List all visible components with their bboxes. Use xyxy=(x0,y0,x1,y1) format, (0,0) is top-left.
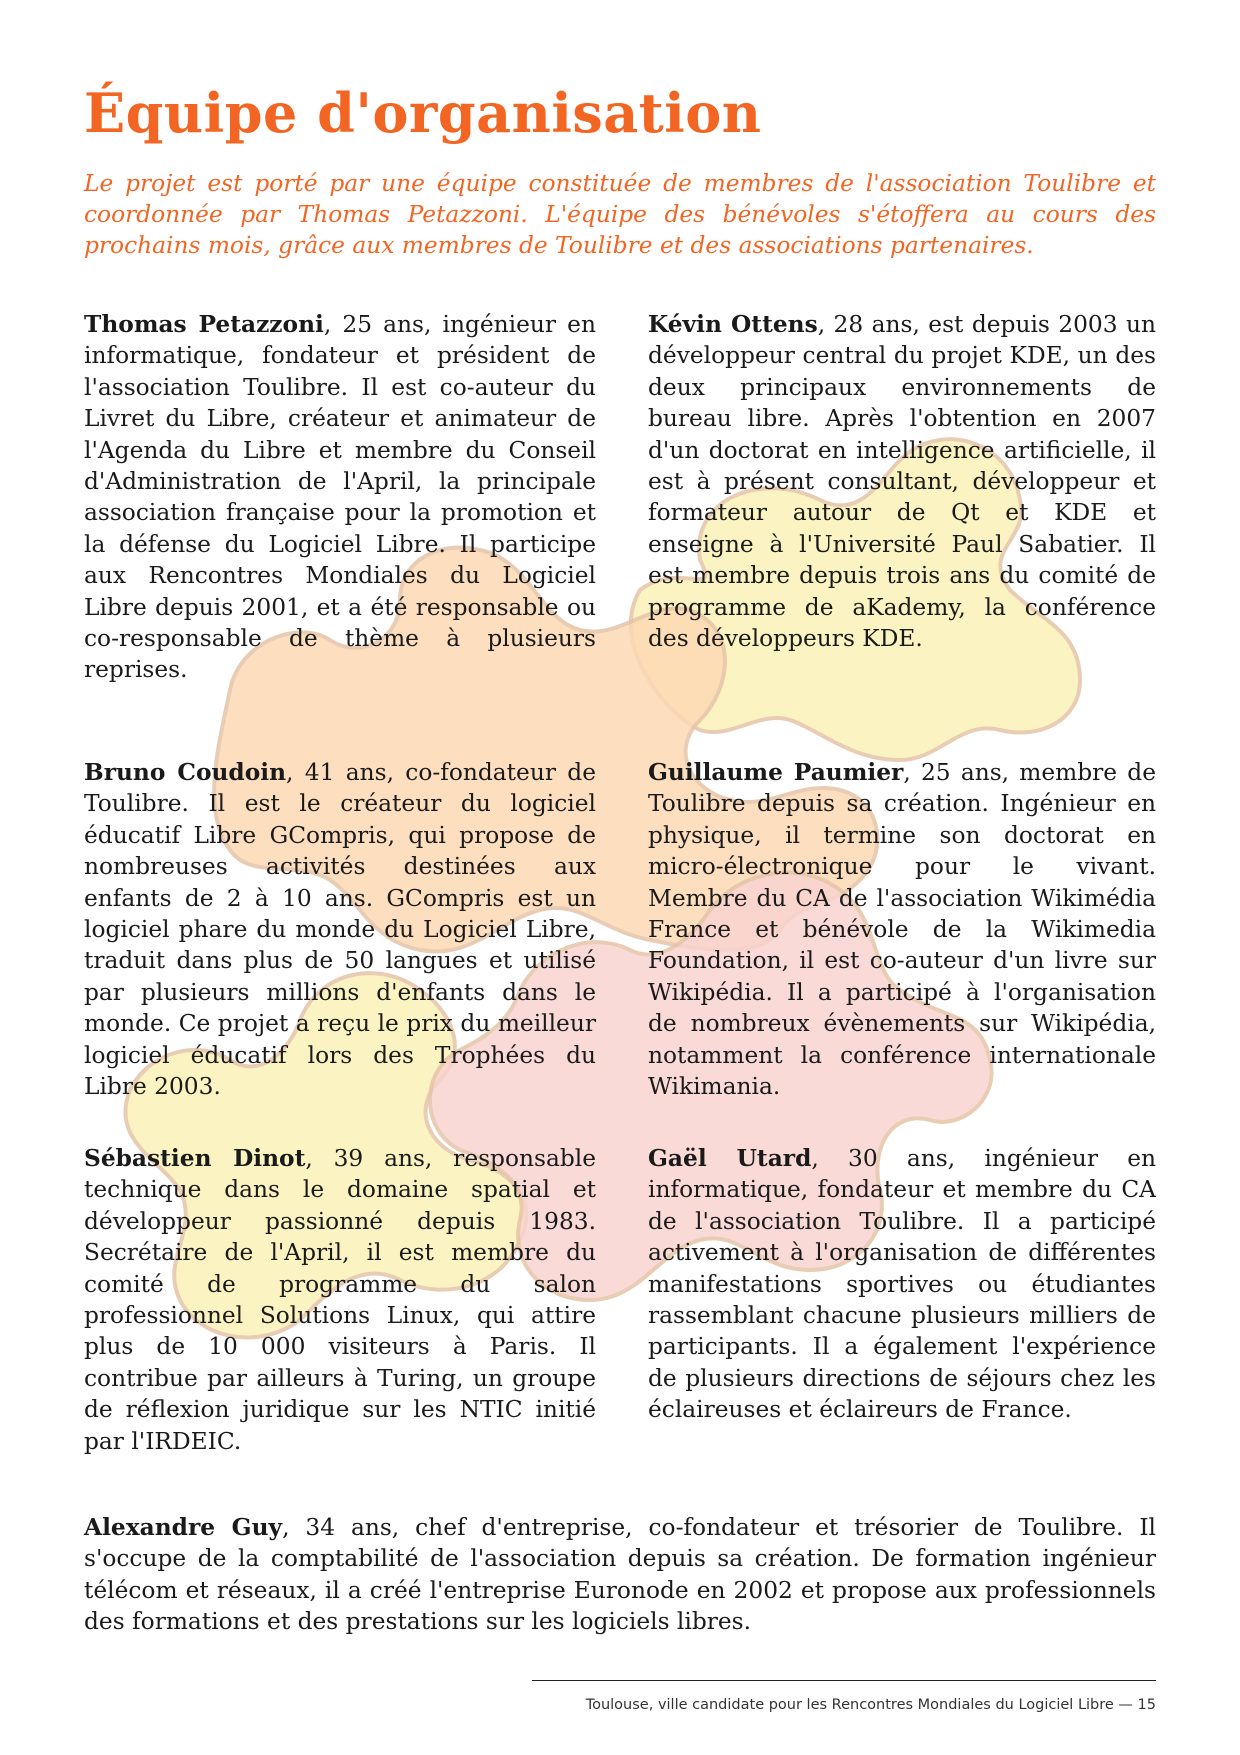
member-description: , 39 ans, responsable technique dans le domaine spatial et développeur passionné depuis 1983. Secrétaire de l'April, il est membre du comité de programme du salon professionnel Solutions Linux, qui attire plus de 10 000 visiteurs à Paris. Il contribue par ailleurs à Turing, un groupe de réflexion juridique sur les NTIC initié par l'IRDEIC. xyxy=(84,1145,596,1455)
bio-guillaume-paumier xyxy=(648,757,1156,1102)
bio-kevin-ottens xyxy=(648,309,1156,654)
member-description: , 28 ans, est depuis 2003 un développeur central du projet KDE, un des deux principaux environnements de bureau libre. Après l'obtention en 2007 d'un doctorat en intelligence artificielle, il est à présent consultant, développeur et formateur autour de Qt et KDE et enseigne à l'Université Paul Sabatier. Il est membre depuis trois ans du comité de programme de aKademy, la conférence des développeurs KDE. xyxy=(648,311,1157,653)
member-description: , 41 ans, co-fondateur de Toulibre. Il est le créateur du logiciel éducatif Libre GCompris, qui propose de nombreuses activités destinées aux enfants de 2 à 10 ans. GCompris est un logiciel phare du monde du Logiciel Libre, traduit dans plus de 50 langues et utilisé par plusieurs millions d'enfants dans le monde. Ce projet a reçu le prix du meilleur logiciel éducatif lors des Trophées du Libre 2003. xyxy=(84,759,596,1101)
page-footer: Toulouse, ville candidate pour les Rencontres Mondiales du Logiciel Libre — 15 xyxy=(585,1697,1156,1713)
bio-sebastien-dinot xyxy=(84,1143,596,1457)
page-title: Équipe d'organisation xyxy=(84,81,762,145)
member-description: , 25 ans, membre de Toulibre depuis sa création. Ingénieur en physique, il termine son doctorat en micro-électronique pour le vivant. Membre du CA de l'association Wikimédia France et bénévole de la Wikimedia Foundation, il est co-auteur d'un livre sur Wikipédia. Il a participé à l'organisation de nombreux évènements sur Wikipédia, notamment la conférence internationale Wikimania. xyxy=(648,759,1157,1101)
member-description: , 25 ans, ingénieur en informatique, fondateur et président de l'association Toulibre. Il est co-auteur du Livret du Libre, créateur et animateur de l'Agenda du Libre et membre du Conseil d'Administration de l'April, la principale association française pour la promotion et la défense du Logiciel Libre. Il participe aux Rencontres Mondiales du Logiciel Libre depuis 2001, et a été responsable ou co-responsable de thème à plusieurs reprises. xyxy=(84,311,596,684)
bio-alexandre-guy xyxy=(84,1512,1156,1638)
member-name: Guillaume Paumier xyxy=(648,759,904,786)
member-name: Alexandre Guy xyxy=(84,1514,283,1541)
footer-divider xyxy=(532,1680,1156,1681)
member-name: Kévin Ottens xyxy=(648,311,818,338)
bio-thomas-petazzoni xyxy=(84,309,596,686)
member-name: Gaël Utard xyxy=(648,1145,812,1172)
member-name: Thomas Petazzoni xyxy=(84,311,324,338)
member-description: , 30 ans, ingénieur en informatique, fondateur et membre du CA de l'association Toulibre. Il a participé activement à l'organisation de différentes manifestations sportives ou étudiantes rassemblant chacune plusieurs milliers de participants. Il a également l'expérience de plusieurs directions de séjours chez les éclaireuses et éclaireurs de France. xyxy=(648,1145,1156,1424)
member-name: Bruno Coudoin xyxy=(84,759,287,786)
member-name: Sébastien Dinot xyxy=(84,1145,306,1172)
member-description: , 34 ans, chef d'entreprise, co-fondateur et trésorier de Toulibre. Il s'occupe de la comptabilité de l'association depuis sa création. De formation ingénieur télécom et réseaux, il a créé l'entreprise Euronode en 2002 et propose aux professionnels des formations et des prestations sur les logiciels libres. xyxy=(84,1514,1156,1636)
bio-bruno-coudoin xyxy=(84,757,596,1102)
intro-paragraph: Le projet est porté par une équipe constituée de membres de l'association Toulibre et coordonnée par Thomas Petazzoni. L'équipe des bénévoles s'étoffera au cours des prochains mois, grâce aux membres de Toulibre et des associations partenaires. xyxy=(84,170,1156,259)
bio-gael-utard xyxy=(648,1143,1156,1426)
